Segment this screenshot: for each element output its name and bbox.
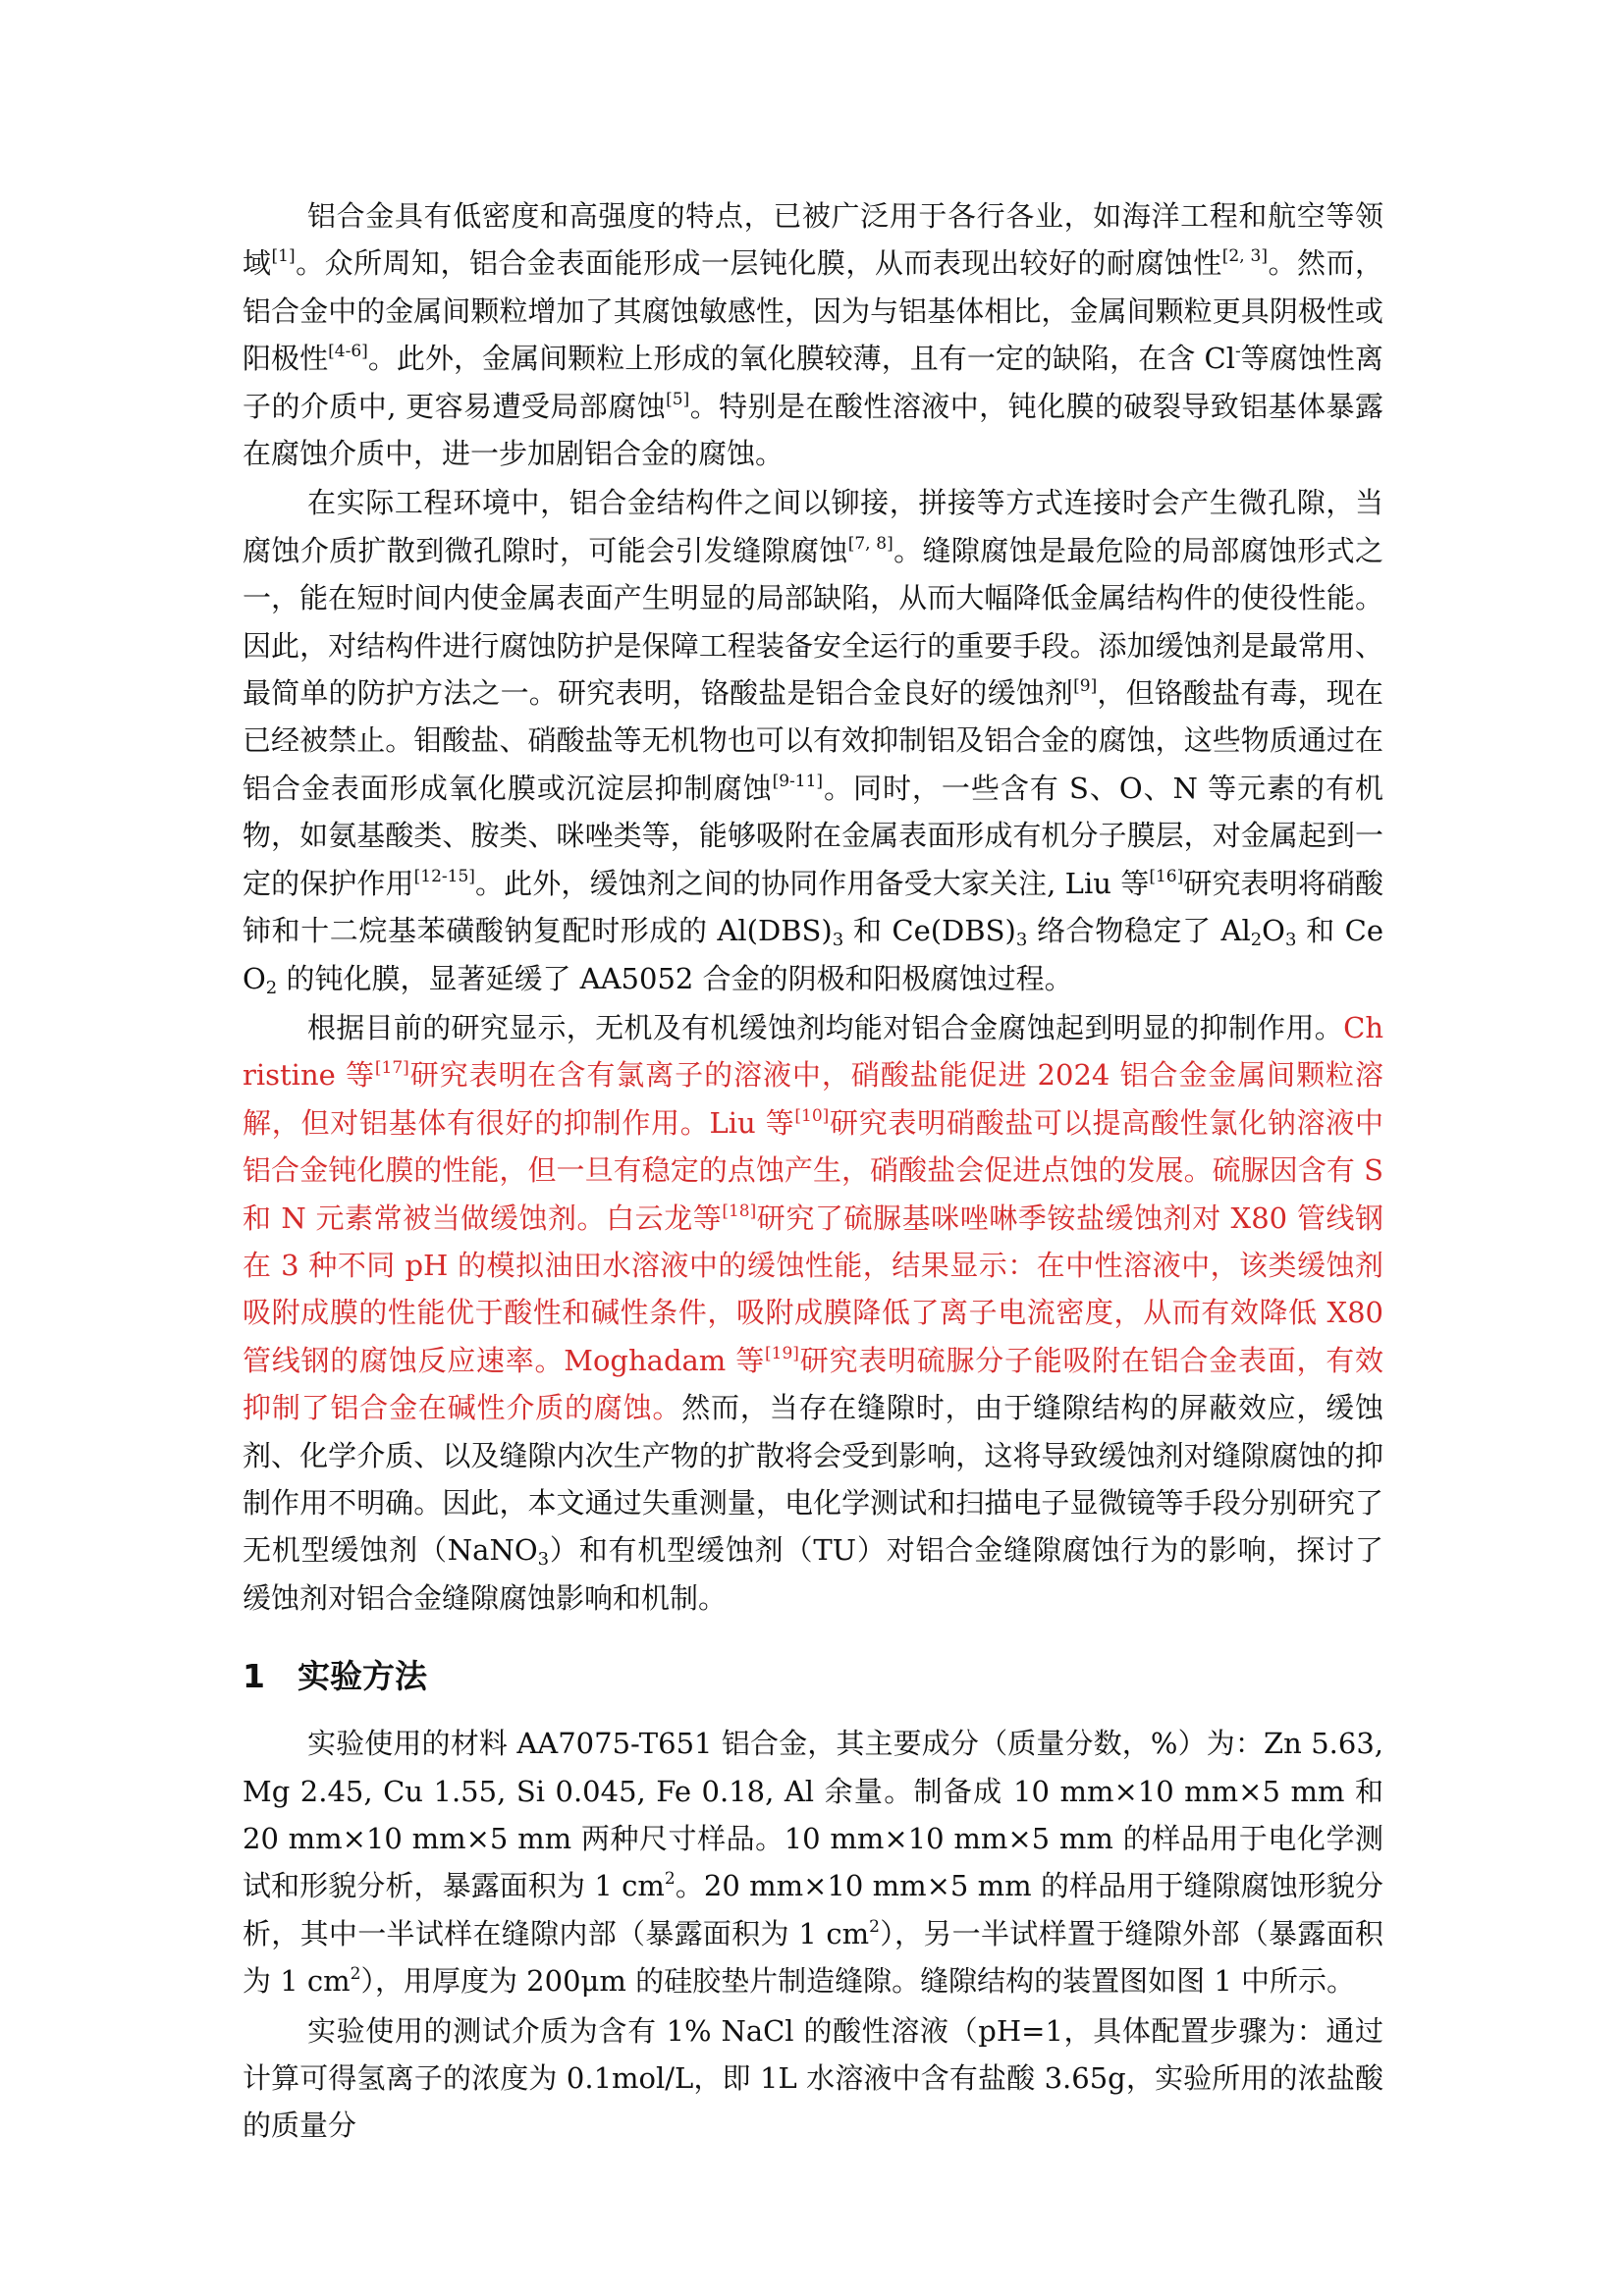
superscript: 2	[350, 1964, 361, 1985]
text: Christine 等	[243, 1010, 1383, 1093]
citation: [1]	[271, 246, 296, 267]
text: 的钝化膜，显著延缓了 AA5052 合金的阴极和阳极腐蚀过程。	[277, 961, 1073, 995]
subscript: 3	[1015, 930, 1028, 951]
text: 铝合金具有低密度和高强度的特点，已被广泛用于各行各业，如海洋工程和航空等领域	[243, 199, 1383, 281]
text: 和 CeO	[243, 914, 1383, 995]
text: 研究了硫脲基咪唑啉季铵盐缓蚀剂对 X80 管线钢在 3 种不同 pH 的模拟油田水溶液中的缓蚀性能，结果显示：在中性溶液中，该类缓蚀剂吸附成膜的性能优于酸性和碱性条件，吸附成膜降低了离子电流密度，从而有效降低 X80 管线钢的腐蚀反应速率。Moghadam 等	[243, 1201, 1384, 1377]
highlighted-text	[243, 1011, 1383, 1424]
citation: [18]	[722, 1201, 757, 1221]
citation: [2, 3]	[1221, 246, 1268, 267]
paper-page	[243, 192, 1383, 2152]
text: ）和有机型缓蚀剂（TU）对铝合金缝隙腐蚀行为的影响，探讨了缓蚀剂对铝合金缝隙腐蚀影响和机制。	[243, 1533, 1383, 1615]
superscript: 2	[869, 1916, 880, 1937]
superscript: -	[1234, 342, 1241, 362]
citation: [19]	[765, 1343, 799, 1363]
text: 然而，当存在缝隙时，由于缝隙结构的屏蔽效应，缓蚀剂、化学介质、以及缝隙内次生产物的扩散将会受到影响，这将导致缓蚀剂对缝隙腐蚀的抑制作用不明确。因此，本文通过失重测量，电化学测试和扫描电子显微镜等手段分别研究了无机型缓蚀剂（NaNO	[243, 1391, 1383, 1568]
text: 。特别是在酸性溶液中，钝化膜的破裂导致铝基体暴露在腐蚀介质中，进一步加剧铝合金的腐蚀。	[243, 389, 1383, 471]
text: 实验使用的测试介质为含有 1% NaCl 的酸性溶液（pH=1，具体配置步骤为：通过计算可得氢离子的浓度为 0.1mol/L，即 1L 水溶液中含有盐酸 3.65g，实验所用的浓盐酸的质量分	[243, 2013, 1383, 2143]
text: 在实际工程环境中，铝合金结构件之间以铆接，拼接等方式连接时会产生微孔隙，当腐蚀介质扩散到微孔隙时，可能会引发缝隙腐蚀	[243, 486, 1383, 567]
text: ），用厚度为 200μm 的硅胶垫片制造缝隙。缝隙结构的装置图如图 1 中所示。	[360, 1964, 1355, 1999]
subscript: 3	[832, 930, 844, 951]
text: 络合物稳定了 Al	[1027, 914, 1251, 948]
paragraph-methods-1	[243, 1720, 1383, 2004]
paragraph-intro-2	[243, 479, 1383, 1001]
subscript: 2	[1250, 930, 1263, 951]
citation: [7, 8]	[847, 533, 893, 554]
section-title: 实验方法	[298, 1657, 427, 1696]
citation: [10]	[794, 1105, 830, 1126]
text: 。然而，铝合金中的金属间颗粒增加了其腐蚀敏感性，因为与铝基体相比，金属间颗粒更具阴极性或阳极性	[243, 246, 1383, 376]
subscript: 3	[537, 1549, 550, 1571]
text: 和 Ce(DBS)	[843, 914, 1016, 948]
section-heading	[243, 1655, 1383, 1698]
subscript: 3	[1284, 930, 1297, 951]
text: 。20 mm×10 mm×5 mm 的样品用于缝隙腐蚀形貌分析，其中一半试样在缝隙内部（暴露面积为 1 cm	[243, 1869, 1383, 1950]
text: O	[1262, 914, 1285, 948]
text: 研究表明硫脲分子能吸附在铝合金表面，有效抑制了铝合金在碱性介质的腐蚀。	[243, 1343, 1383, 1425]
citation: [9]	[1073, 676, 1098, 697]
citation: [9-11]	[772, 771, 824, 791]
superscript: 2	[664, 1869, 676, 1890]
paragraph-methods-2	[243, 2007, 1383, 2150]
text: ，但铬酸盐有毒，现在已经被禁止。钼酸盐、硝酸盐等无机物也可以有效抑制铝及铝合金的腐蚀，这些物质通过在铝合金表面形成氧化膜或沉淀层抑制腐蚀	[243, 676, 1383, 805]
text: 。众所周知，铝合金表面能形成一层钝化膜，从而表现出较好的耐腐蚀性	[295, 246, 1222, 281]
citation: [12-15]	[413, 866, 475, 886]
subscript: 2	[265, 977, 278, 998]
text: 。同时，一些含有 S、O、N 等元素的有机物，如氨基酸类、胺类、咪唑类等，能够吸附在金属表面形成有机分子膜层，对金属起到一定的保护作用	[243, 771, 1383, 900]
citation: [4-6]	[328, 342, 368, 362]
text: 研究表明硝酸盐可以提高酸性氯化钠溶液中铝合金钝化膜的性能，但一旦有稳定的点蚀产生，硝酸盐会促进点蚀的发展。硫脲因含有 S 和 N 元素常被当做缓蚀剂。白云龙等	[243, 1105, 1383, 1235]
text: 研究表明将硝酸铈和十二烷基苯磺酸钠复配时形成的 Al(DBS)	[243, 866, 1383, 948]
text: 研究表明在含有氯离子的溶液中，硝酸盐能促进 2024 铝合金金属间颗粒溶解，但对铝基体有很好的抑制作用。Liu 等	[243, 1058, 1383, 1140]
paragraph-intro-1	[243, 192, 1383, 477]
citation: [17]	[374, 1058, 409, 1079]
text: 。此外，缓蚀剂之间的协同作用备受大家关注, Liu 等	[474, 866, 1150, 900]
text: ），另一半试样置于缝隙外部（暴露面积为 1 cm	[243, 1916, 1383, 1999]
paragraph-intro-3	[243, 1004, 1383, 1622]
text: 等腐蚀性离子的介质中, 更容易遭受局部腐蚀	[243, 342, 1383, 423]
text: 根据目前的研究显示，无机及有机缓蚀剂均能对铝合金腐蚀起到明显的抑制作用。	[307, 1010, 1344, 1044]
text: 。此外，金属间颗粒上形成的氧化膜较薄，且有一定的缺陷，在含 Cl	[367, 342, 1235, 376]
text: 。缝隙腐蚀是最危险的局部腐蚀形式之一，能在短时间内使金属表面产生明显的局部缺陷，从而大幅降低金属结构件的使役性能。因此，对结构件进行腐蚀防护是保障工程装备安全运行的重要手段。添加缓蚀剂是最常用、最简单的防护方法之一。研究表明，铬酸盐是铝合金良好的缓蚀剂	[243, 533, 1383, 711]
citation: [16]	[1149, 866, 1184, 886]
section-number: 1	[243, 1657, 265, 1696]
citation: [5]	[666, 389, 690, 409]
text: 实验使用的材料 AA7075-T651 铝合金，其主要成分（质量分数，%）为：Zn 5.63, Mg 2.45, Cu 1.55, Si 0.045, Fe 0.18, Al 余量。制备成 10 mm×10 mm×5 mm 和 20 mm×10 mm×5 mm 两种尺寸样品。10 mm×10 mm×5 mm 的样品用于电化学测试和形貌分析，暴露面积为 1 cm	[243, 1727, 1383, 1903]
